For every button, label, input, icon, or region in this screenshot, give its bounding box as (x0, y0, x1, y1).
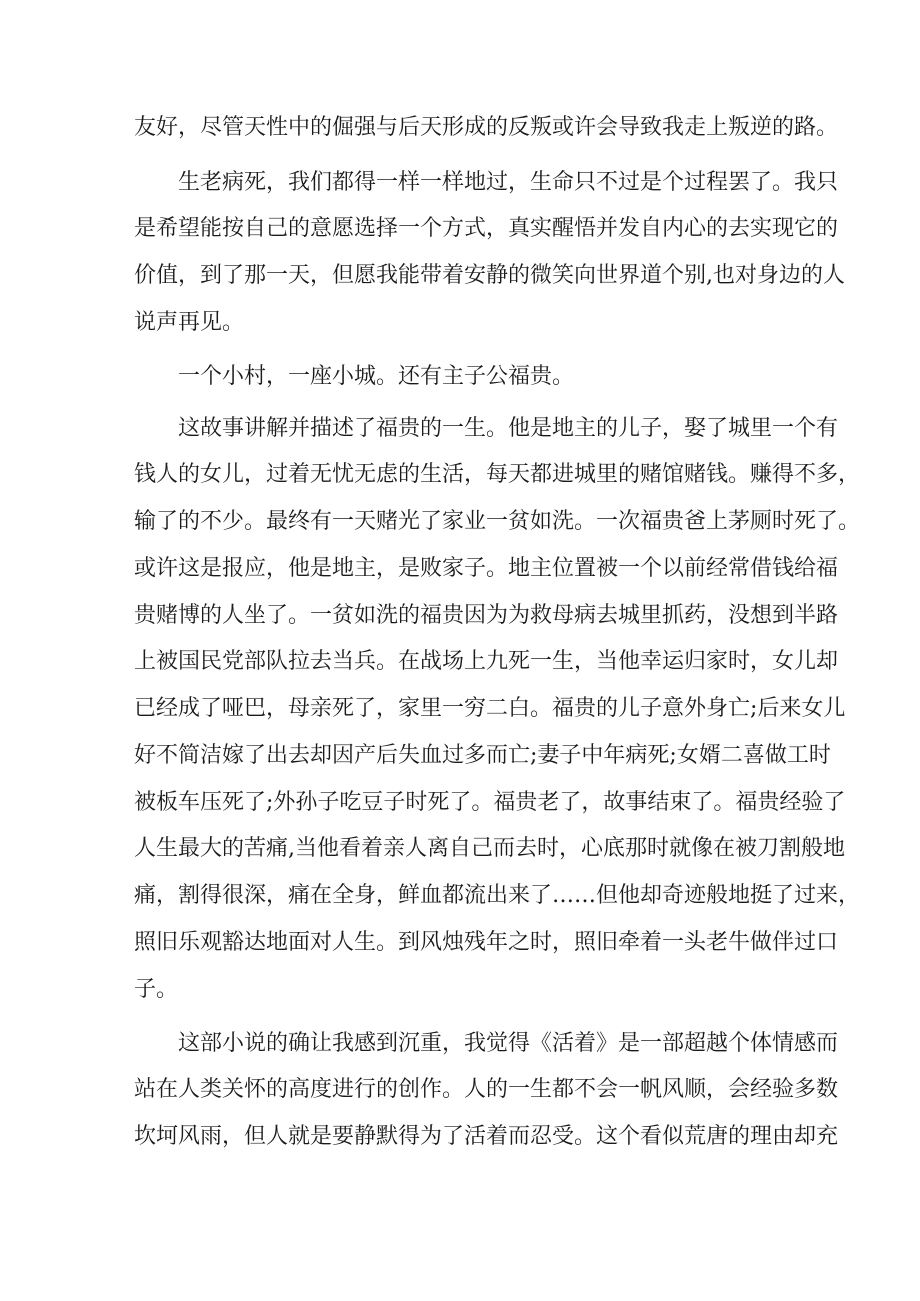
text-line: 人生最大的苦痛,当他看着亲人离自己而去时，心底那时就像在被刀割般地 (134, 836, 845, 861)
text-line: 友好，尽管天性中的倔强与后天形成的反叛或许会导致我走上叛逆的路。 (134, 115, 839, 140)
text-line: 价值，到了那一天，但愿我能带着安静的微笑向世界道个别,也对身边的人 (134, 263, 845, 288)
text-line: 上被国民党部队拉去当兵。在战场上九死一生，当他幸运归家时，女儿却 (134, 649, 839, 674)
text-line: 好不简洁嫁了出去却因产后失血过多而亡;妻子中年病死;女婿二喜做工时 (134, 743, 831, 768)
text-line: 贵赌博的人坐了。一贫如洗的福贵因为为救母病去城里抓药，没想到半路 (134, 603, 839, 628)
text-line: 痛，割得很深，痛在全身，鲜血都流出来了……但他却奇迹般地挺了过来， (134, 883, 861, 908)
text-line: 钱人的女儿，过着无忧无虑的生活，每天都进城里的赌馆赌钱。赚得不多， (134, 462, 861, 487)
paragraph-first-line: 生老病死，我们都得一样一样地过，生命只不过是个过程罢了。我只 (178, 170, 839, 195)
text-line: 说声再见。 (134, 310, 245, 335)
text-line: 站在人类关怀的高度进行的创作。人的一生都不会一帆风顺，会经验多数 (134, 1077, 839, 1102)
text-line: 坎坷风雨，但人就是要静默得为了活着而忍受。这个看似荒唐的理由却充 (134, 1124, 839, 1149)
text-line: 是希望能按自己的意愿选择一个方式，真实醒悟并发自内心的去实现它的 (134, 216, 839, 241)
paragraph-first-line: 这部小说的确让我感到沉重，我觉得《活着》是一部超越个体情感而 (178, 1031, 839, 1056)
text-line: 输了的不少。最终有一天赌光了家业一贫如洗。一次福贵爸上茅厕时死了。 (134, 509, 861, 534)
paragraph-first-line: 这故事讲解并描述了福贵的一生。他是地主的儿子，娶了城里一个有 (178, 416, 839, 441)
text-line: 已经成了哑巴，母亲死了，家里一穷二白。福贵的儿子意外身亡;后来女儿 (134, 696, 846, 721)
paragraph-first-line: 一个小村，一座小城。还有主子公福贵。 (178, 364, 575, 389)
text-line: 被板车压死了;外孙子吃豆子时死了。福贵老了，故事结束了。福贵经验了 (134, 790, 846, 815)
text-line: 或许这是报应，他是地主，是败家子。地主位置被一个以前经常借钱给福 (134, 556, 839, 581)
text-line: 照旧乐观豁达地面对人生。到风烛残年之时，照旧牵着一头老牛做伴过口 (134, 930, 839, 955)
text-line: 子。 (134, 977, 179, 1002)
